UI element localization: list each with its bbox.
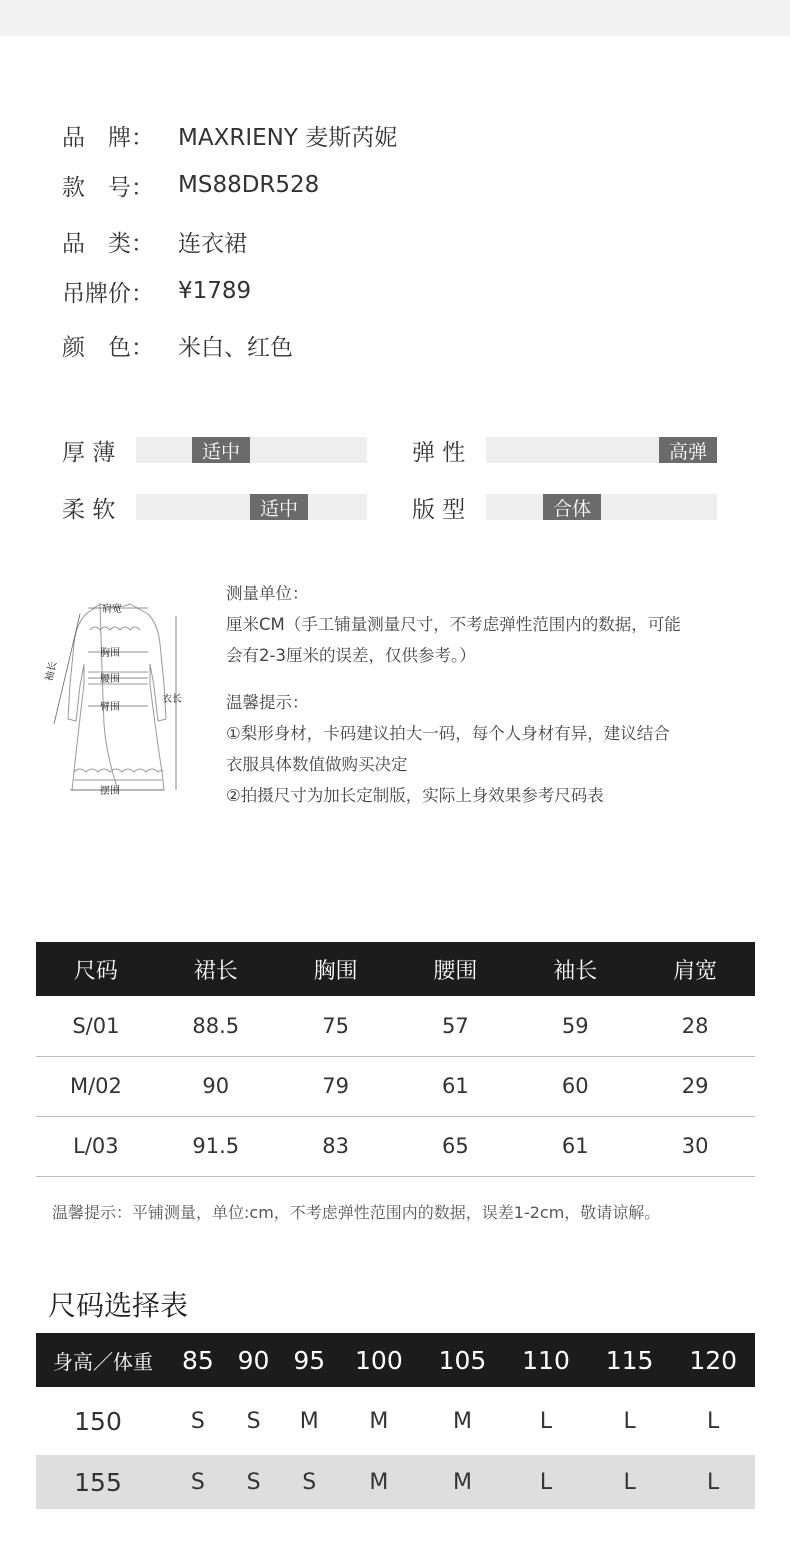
elasticity-marker: 高弹 [659,437,717,463]
selection-header-cell: 120 [671,1333,755,1387]
table-cell: M/02 [36,1056,156,1116]
selection-header-cell: 95 [281,1333,337,1387]
table-cell: 155 [36,1455,170,1509]
table-cell: 88.5 [156,996,276,1056]
measurement-diagram [40,594,190,804]
fit-marker: 合体 [543,494,601,520]
table-cell: 57 [395,996,515,1056]
unit-line-1: 厘米CM（手工铺量测量尺寸，不考虑弹性范围内的数据，可能 [226,615,681,634]
table-cell: 30 [635,1116,755,1176]
size-header-cell: 袖长 [515,942,635,996]
diagram-chest-label: 胸围 [100,648,120,659]
style-label: 款 号： [62,174,154,201]
unit-title: 测量单位： [226,584,309,603]
price-row [62,274,251,308]
category-row [62,224,247,258]
table-cell: 90 [156,1056,276,1116]
diagram-length-label: 衣长 [162,694,182,705]
size-selection-table [36,1333,755,1509]
table-cell: 83 [276,1116,396,1176]
diagram-arm-label: 臂围 [100,702,120,713]
table-cell: 150 [74,1406,122,1436]
size-header-cell: 尺码 [36,942,156,996]
price-value: ¥1789 [178,278,252,304]
selection-header-cell: 90 [226,1333,282,1387]
table-row [36,1116,755,1176]
price-label: 吊牌价： [62,280,154,307]
category-value: 连衣裙 [178,230,247,257]
color-label: 颜 色： [62,334,154,361]
table-cell: L [671,1455,755,1509]
style-value: MS88DR528 [178,172,320,198]
table-cell: M [337,1455,421,1509]
table-cell: 29 [635,1056,755,1116]
brand-row [62,118,397,152]
table-cell: 75 [276,996,396,1056]
selection-header-cell: 身高／体重 [36,1333,170,1387]
size-header-cell: 裙长 [156,942,276,996]
table-row [36,1387,755,1455]
category-label: 品 类： [62,230,154,257]
selection-header-cell: 115 [588,1333,672,1387]
table-cell: M [421,1455,505,1509]
table-cell: 61 [515,1116,635,1176]
table-cell: M [299,1408,319,1434]
size-table-note: 温馨提示：平铺测量，单位:cm，不考虑弹性范围内的数据，误差1-2cm，敬请谅解。 [52,1203,661,1222]
fit-attribute [412,492,717,522]
table-cell: S [281,1455,337,1509]
fit-label: 版 型 [412,496,466,523]
elasticity-track [486,437,717,463]
table-cell: S [190,1408,205,1434]
thickness-label: 厚 薄 [62,439,116,466]
tip-line-3: ②拍摄尺寸为加长定制版，实际上身效果参考尺码表 [226,786,604,805]
selection-header-cell: 110 [504,1333,588,1387]
thickness-attribute [62,435,367,465]
table-cell: L [539,1408,553,1434]
table-row [36,1056,755,1116]
table-cell: L [623,1408,636,1434]
softness-attribute [62,492,367,522]
size-header-cell: 腰围 [395,942,515,996]
table-cell: S [246,1408,261,1434]
table-cell: 59 [515,996,635,1056]
brand-value: MAXRIENY 麦斯芮妮 [178,124,398,151]
size-header-cell: 胸围 [276,942,396,996]
table-cell: L/03 [36,1116,156,1176]
table-cell: L [707,1408,720,1434]
table-cell: S [226,1455,282,1509]
diagram-sleeve-label: 袖长 [43,660,60,683]
table-cell: 28 [635,996,755,1056]
unit-line-2: 会有2-3厘米的误差，仅供参考。） [226,646,476,665]
diagram-hem-label: 摆围 [100,786,120,797]
softness-marker: 适中 [250,494,308,520]
thickness-track [136,437,367,463]
elasticity-attribute [412,435,717,465]
brand-label: 品 牌： [62,124,154,151]
table-cell: S/01 [36,996,156,1056]
table-cell: 65 [395,1116,515,1176]
table-cell: 91.5 [156,1116,276,1176]
top-bar [0,0,790,36]
diagram-shoulder-label: 肩宽 [102,604,122,615]
table-cell: L [588,1455,672,1509]
softness-label: 柔 软 [62,496,116,523]
table-cell: 61 [395,1056,515,1116]
table-cell: M [369,1408,389,1434]
selection-header-cell: 85 [170,1333,226,1387]
table-row [36,996,755,1056]
tip-line-1: ①梨形身材，卡码建议拍大一码，每个人身材有异，建议结合 [226,724,670,743]
size-table [36,942,755,1177]
size-table-header [36,942,755,996]
table-cell: S [170,1455,226,1509]
thickness-marker: 适中 [192,437,250,463]
color-row [62,328,293,362]
table-cell: L [504,1455,588,1509]
selection-header-cell: 105 [421,1333,505,1387]
table-cell: M [452,1408,472,1434]
size-header-cell: 肩宽 [635,942,755,996]
table-cell: 79 [276,1056,396,1116]
selection-header-cell: 100 [337,1333,421,1387]
style-row [62,168,319,202]
table-cell: 60 [515,1056,635,1116]
tip-title: 温馨提示： [226,693,309,712]
softness-track [136,494,367,520]
tip-line-2: 衣服具体数值做购买决定 [226,755,408,774]
measurement-notes [226,578,746,811]
selection-header [36,1333,755,1387]
table-row [36,1455,755,1509]
color-value: 米白、红色 [178,334,293,361]
size-selection-title: 尺码选择表 [48,1289,189,1322]
elasticity-label: 弹 性 [412,439,466,466]
fit-track [486,494,717,520]
diagram-waist-label: 腰围 [100,674,120,685]
